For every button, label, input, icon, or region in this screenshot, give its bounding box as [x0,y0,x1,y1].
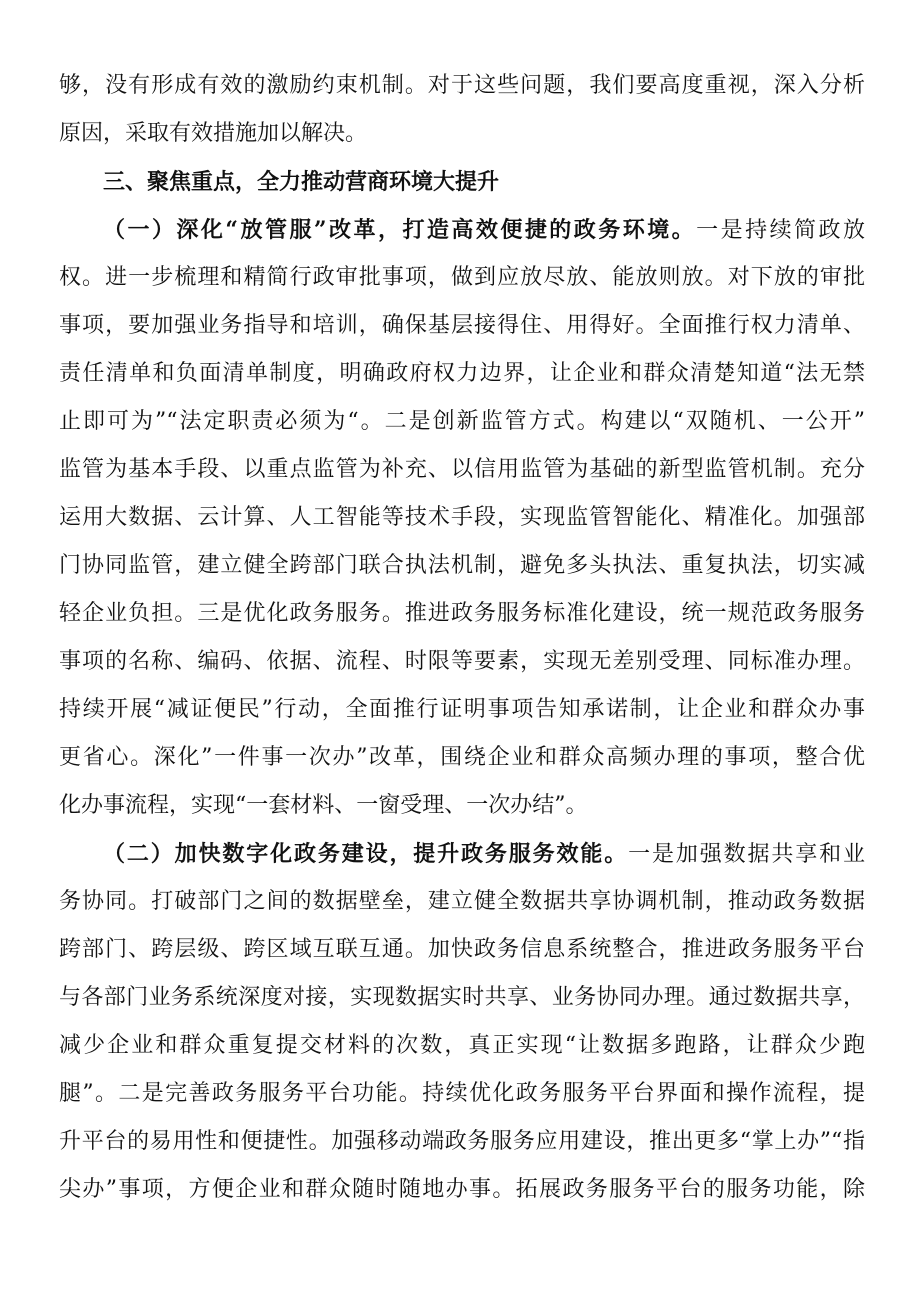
body-text-run: 一是加强数据共享和业 [628,842,865,867]
body-text-line: 与各部门业务系统深度对接，实现数据实时共享、业务协同办理。通过数据共享， [59,985,865,1010]
body-text-line: 原因，采取有效措施加以解决。 [59,121,368,146]
document-page [59,62,865,1214]
body-text-line: 轻企业负担。三是优化政务服务。推进政务服务标准化建设，统一规范政务服务 [59,601,865,626]
body-text-line: 止即可为”“法定职责必须为“。二是创新监管方式。构建以“双随机、一公开” [59,409,865,434]
body-text-line: 责任清单和负面清单制度，明确政府权力边界，让企业和群众清楚知道“法无禁 [59,361,865,386]
body-text-line: 持续开展“减证便民”行动，全面推行证明事项告知承诺制，让企业和群众办事 [59,697,865,722]
body-text-line: 运用大数据、云计算、人工智能等技术手段，实现监管智能化、精准化。加强部 [59,505,865,530]
body-text-line: 门协同监管，建立健全跨部门联合执法机制，避免多头执法、重复执法，切实减 [59,553,865,578]
body-text-line: 化办事流程，实现“一套材料、一窗受理、一次办结”。 [59,793,588,818]
body-text-line: 升平台的易用性和便捷性。加强移动端政务服务应用建设，推出更多“掌上办”“指 [59,1129,865,1154]
body-text-line: 事项，要加强业务指导和培训，确保基层接得住、用得好。全面推行权力清单、 [59,313,865,338]
body-text-line: 更省心。深化”一件事一次办”改革，围绕企业和群众高频办理的事项，整合优 [59,745,865,770]
body-text-line: 够，没有形成有效的激励约束机制。对于这些问题，我们要高度重视，深入分析 [59,73,865,98]
subsection-first-line [59,830,865,878]
subsection-title: （二）加快数字化政务建设，提升政务服务效能。 [103,841,629,867]
body-text-line: 腿”。二是完善政务服务平台功能。持续优化政务服务平台界面和操作流程，提 [59,1081,865,1106]
subsection-title: （一）深化“放管服”改革，打造高效便捷的政务环境。 [103,217,697,243]
body-text-line: 尖办”事项，方便企业和群众随时随地办事。拓展政务服务平台的服务功能，除 [59,1177,865,1202]
body-text-line: 事项的名称、编码、依据、流程、时限等要素，实现无差别受理、同标准办理。 [59,649,865,674]
body-text-line: 监管为基本手段、以重点监管为补充、以信用监管为基础的新型监管机制。充分 [59,457,865,482]
body-text-line: 务协同。打破部门之间的数据壁垒，建立健全数据共享协调机制，推动政务数据 [59,889,865,914]
section-heading: 三、聚焦重点，全力推动营商环境大提升 [103,169,500,195]
body-text-line: 减少企业和群众重复提交材料的次数，真正实现“让数据多跑路，让群众少跑 [59,1033,865,1058]
body-text-run: 一是持续简政放 [696,218,865,243]
body-text-line: 权。进一步梳理和精简行政审批事项，做到应放尽放、能放则放。对下放的审批 [59,265,865,290]
body-text-line: 跨部门、跨层级、跨区域互联互通。加快政务信息系统整合，推进政务服务平台 [59,937,865,962]
subsection-first-line [59,206,865,254]
